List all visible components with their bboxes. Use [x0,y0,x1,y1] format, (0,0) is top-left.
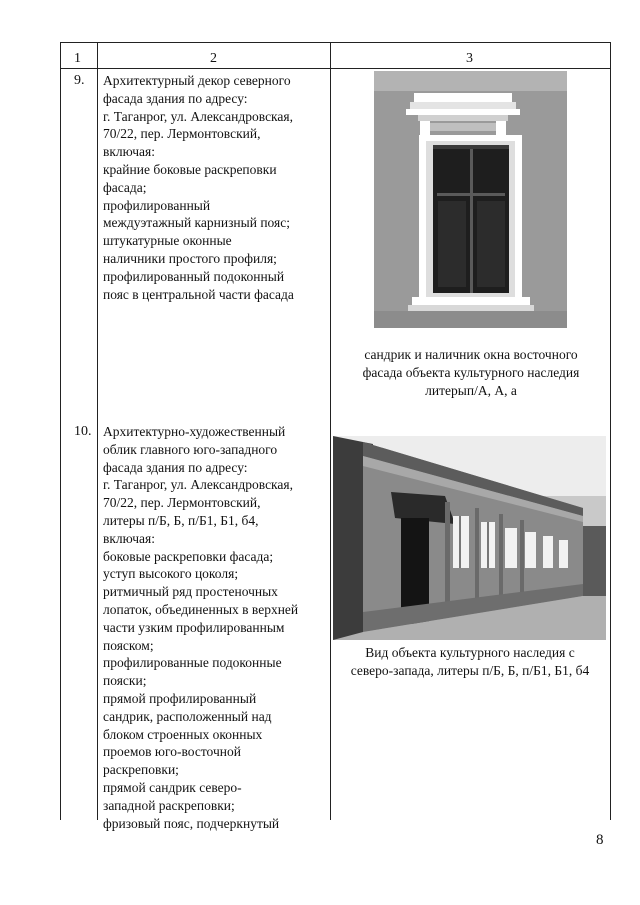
row-description: Архитектурный декор северного фасада здания по адресу: г. Таганрог, ул. Александровская, 70/22, пер. Лермонтовский, включая: крайние боковые раскреповки фасада; профилированный междуэтажный карнизный пояс; штукатурные оконные наличники простого профиля; профилированный подоконный пояс в центральной части фасада [103,73,294,302]
row-description: Архитектурно-художественный облик главного юго-западного фасада здания по адресу: г. Таганрог, ул. Александровская, 70/22, пер. Лермонтовский, литеры п/Б, Б, п/Б1, Б1, б4, включая: боковые раскреповки фасада; уступ высокого цоколя; ритмичный ряд простеночных лопаток, объединенных в верхней части узким профилированным пояском; профилированные подоконные пояски; прямой профилированный сандрик, расположенный над блоком строенных оконных проемов юго-восточной раскреповки; прямой сандрик северо- западной раскреповки; фризовый пояс, подчеркнутый [103,424,299,831]
window-photo [374,71,567,328]
row-number: 10. [74,424,92,439]
table-border-top [60,42,611,43]
header-col-3: 3 [466,51,473,66]
header-col-1: 1 [74,51,81,66]
table-divider-col1 [97,42,98,820]
row-number: 9. [74,73,85,88]
photo-caption: сандрик и наличник окна восточного фасада объекта культурного наследия литерып/А, А, а [362,347,580,398]
photo-caption: Вид объекта культурного наследия с северо-запада, литеры п/Б, Б, п/Б1, Б1, б4 [350,645,590,678]
building-photo [333,436,606,640]
page-number: 8 [596,832,604,848]
table-header-divider [60,68,611,69]
table-divider-col2 [330,42,331,820]
table-border-right [610,42,611,820]
header-col-2: 2 [210,51,217,66]
table-border-left [60,42,61,820]
